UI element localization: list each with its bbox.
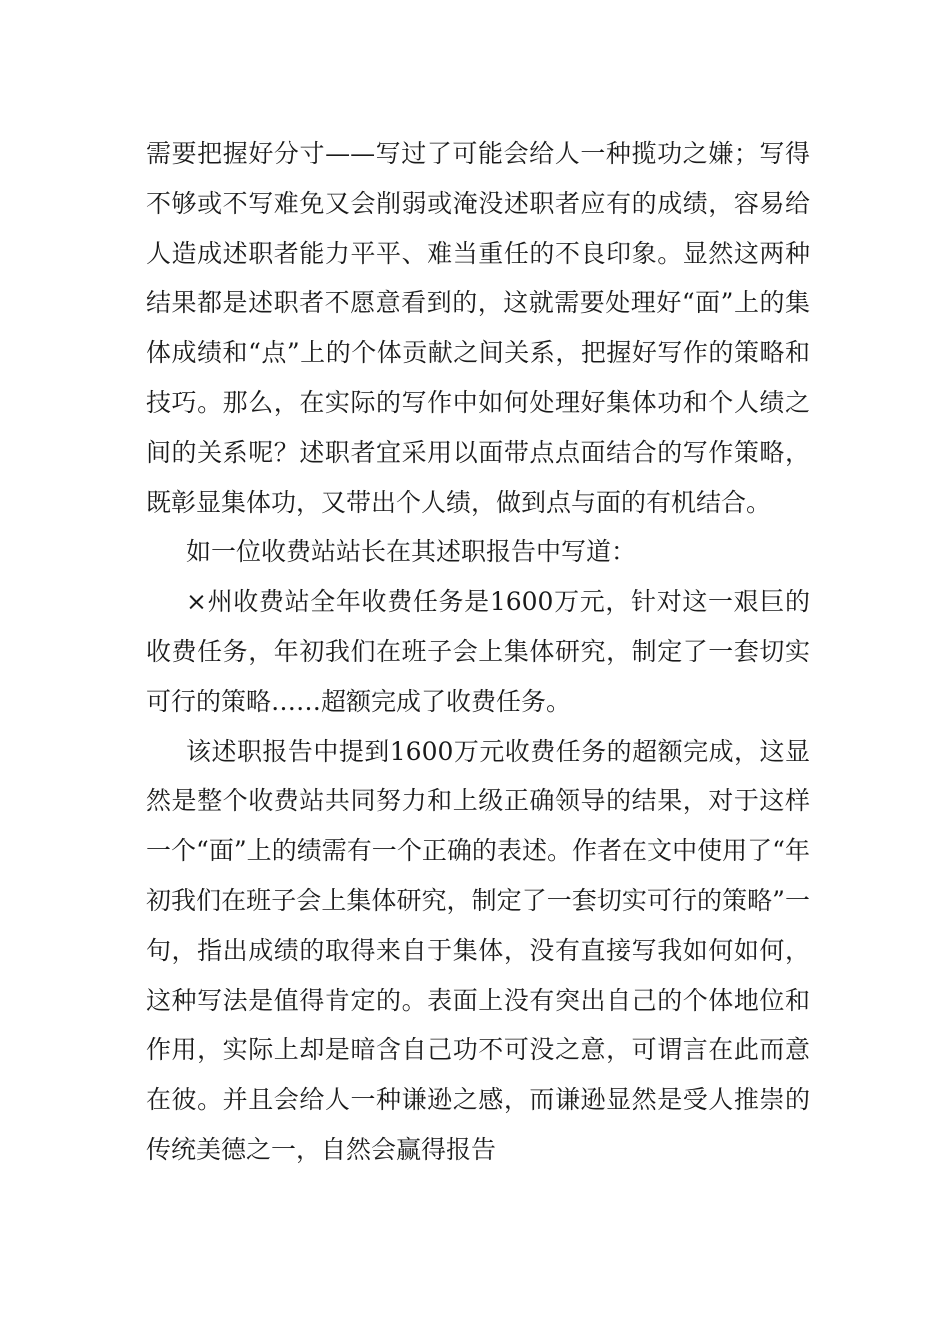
document-body <box>146 129 810 1175</box>
paragraph-example-intro: 如一位收费站站长在其述职报告中写道： <box>186 537 637 567</box>
paragraph-analysis: 该述职报告中提到1600万元收费任务的超额完成，这显然是整个收费站共同努力和上级正确领导的结果，对于这样一个“面”上的绩需有一个正确的表述。作者在文中使用了“年初我们在班子会上集体研究，制定了一套切实可行的策略”一句，指出成绩的取得来自于集体，没有直接写我如何如何，这种写法是值得肯定的。表面上没有突出自己的个体地位和作用，实际上却是暗含自己功不可没之意，可谓言在此而意在彼。并且会给人一种谦逊之感，而谦逊显然是受人推崇的传统美德之一，自然会赢得报告 <box>146 736 810 1164</box>
paragraph-example-quote: ×州收费站全年收费任务是1600万元，针对这一艰巨的收费任务，年初我们在班子会上集体研究，制定了一套切实可行的策略……超额完成了收费任务。 <box>146 587 810 716</box>
paragraph-collective-vs-individual: 需要把握好分寸——写过了可能会给人一种揽功之嫌；写得不够或不写难免又会削弱或淹没述职者应有的成绩，容易给人造成述职者能力平平、难当重任的不良印象。显然这两种结果都是述职者不愿意看到的，这就需要处理好“面”上的集体成绩和“点”上的个体贡献之间关系，把握好写作的策略和技巧。那么，在实际的写作中如何处理好集体功和个人绩之间的关系呢？述职者宜采用以面带点点面结合的写作策略，既彰显集体功，又带出个人绩，做到点与面的有机结合。 <box>146 139 810 517</box>
